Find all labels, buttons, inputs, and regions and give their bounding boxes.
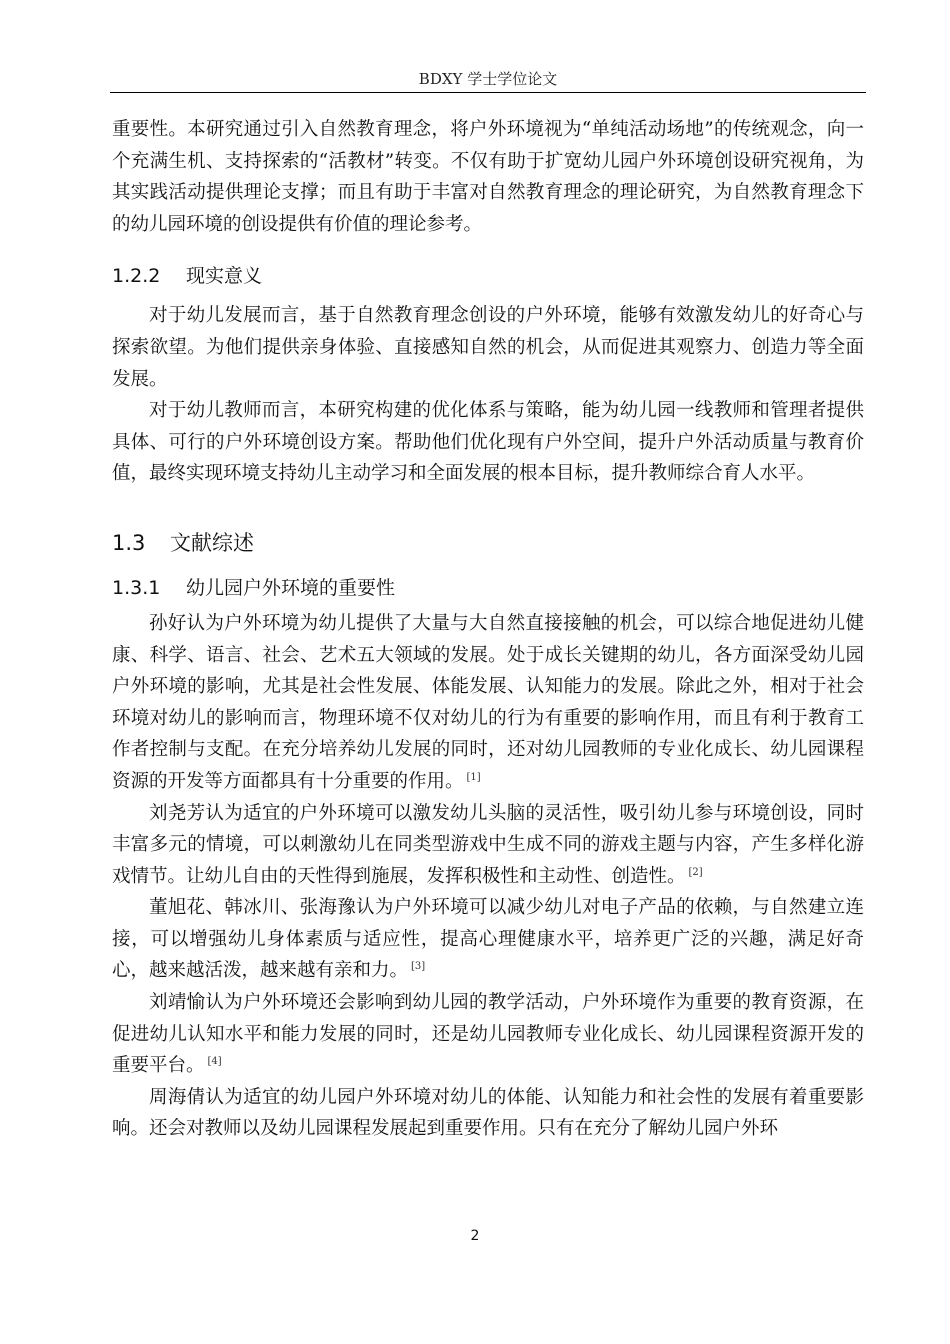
citation-mark: [1] [466, 771, 481, 783]
intro-paragraph: 重要性。本研究通过引入自然教育理念，将户外环境视为“单纯活动场地”的传统观念，向一个充满生机、支持探索的“活教材”转变。不仅有助于扩宽幼儿园户外环境创设研究视角，为其实践活动提供理论支撑；而且有助于丰富对自然教育理念的理论研究，为自然教育理念下的幼儿园环境的创设提供有价值的理论参考。 [112, 119, 864, 235]
paragraph: 对于幼儿发展而言，基于自然教育理念创设的户外环境，能够有效激发幼儿的好奇心与探索欲望。为他们提供亲身体验、直接感知自然的机会，从而促进其观察力、创造力等全面发展。 [112, 305, 864, 390]
section-title: 文献综述 [170, 530, 254, 555]
paragraph-text: 董旭花、韩冰川、张海豫认为户外环境可以减少幼儿对电子产品的依赖，与自然建立连接，可以增强幼儿身体素质与适应性，提高心理健康水平，培养更广泛的兴趣，满足好奇心，越来越活泼，越来越有亲和力。 [112, 897, 864, 982]
section-number: 1.3.1 [112, 576, 161, 599]
paragraph: 对于幼儿教师而言，本研究构建的优化体系与策略，能为幼儿园一线教师和管理者提供具体、可行的户外环境创设方案。帮助他们优化现有户外空间，提升户外活动质量与教育价值，最终实现环境支持幼儿主动学习和全面发展的根本目标，提升教师综合育人水平。 [112, 400, 864, 485]
citation-mark: [4] [207, 1056, 222, 1068]
page-number: 2 [470, 1228, 480, 1244]
section-number: 1.2.2 [112, 265, 161, 288]
running-header: BDXY 学士学位论文 [418, 70, 558, 88]
citation-mark: [3] [411, 961, 426, 973]
paragraph [112, 1082, 864, 1145]
paragraph [112, 892, 864, 987]
paragraph [112, 798, 864, 893]
citation-mark: [2] [688, 866, 703, 878]
paragraph [112, 608, 864, 798]
section-heading-1-3 [112, 528, 864, 558]
paragraph [112, 987, 864, 1082]
paragraph-text: 周海倩认为适宜的幼儿园户外环境对幼儿的体能、认知能力和社会性的发展有着重要影响。还会对教师以及幼儿园课程发展起到重要作用。只有在充分了解幼儿园户外环 [112, 1086, 864, 1140]
paragraph-text: 刘尧芳认为适宜的户外环境可以激发幼儿头脑的灵活性，吸引幼儿参与环境创设，同时丰富多元的情境，可以刺激幼儿在同类型游戏中生成不同的游戏主题与内容，产生多样化游戏情节。让幼儿自由的天性得到施展，发挥积极性和主动性、创造性。 [112, 802, 864, 887]
section-heading-1-3-1 [112, 574, 864, 602]
section-number: 1.3 [112, 530, 146, 555]
paragraph-text: 刘靖愉认为户外环境还会影响到幼儿园的教学活动，户外环境作为重要的教育资源，在促进幼儿认知水平和能力发展的同时，还是幼儿园教师专业化成长、幼儿园课程资源开发的重要平台。 [112, 992, 864, 1077]
section-title: 现实意义 [186, 265, 263, 288]
section-title: 幼儿园户外环境的重要性 [186, 576, 396, 599]
header-rule [110, 92, 866, 93]
paragraph-text: 孙好认为户外环境为幼儿提供了大量与大自然直接接触的机会，可以综合地促进幼儿健康、科学、语言、社会、艺术五大领域的发展。处于成长关键期的幼儿，各方面深受幼儿园户外环境的影响，尤其是社会性发展、体能发展、认知能力的发展。除此之外，相对于社会环境对幼儿的影响而言，物理环境不仅对幼儿的行为有重要的影响作用，而且有利于教育工作者控制与支配。在充分培养幼儿发展的同时，还对幼儿园教师的专业化成长、幼儿园课程资源的开发等方面都具有十分重要的作用。 [112, 612, 864, 792]
section-heading-1-2-2 [112, 262, 864, 290]
page-body [112, 114, 864, 1145]
